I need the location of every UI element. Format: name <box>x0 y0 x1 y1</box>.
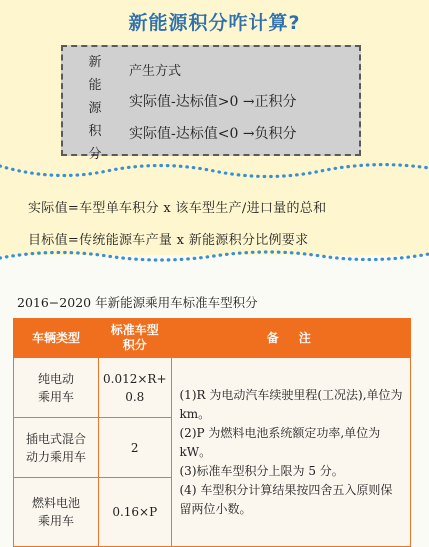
vertical-label <box>86 51 104 166</box>
dotted-wave-divider-bottom <box>0 244 429 266</box>
vertical-char: 新 <box>88 55 102 70</box>
vertical-char: 源 <box>88 101 102 116</box>
generation-method-heading: 产生方式 <box>129 64 182 79</box>
vehicle-type-line: 乘用车 <box>37 514 74 528</box>
vehicle-type-cell <box>14 418 99 478</box>
vehicle-type-line: 乘用车 <box>37 389 74 404</box>
credit-generation-box <box>61 45 361 162</box>
credit-value-cell: 0.16×P <box>99 478 172 547</box>
negative-credit-rule: 实际值-达标值<0 →负积分 <box>129 126 297 142</box>
page-title: 新能源积分咋计算? <box>128 12 301 34</box>
header-vehicle-type: 车辆类型 <box>14 319 99 358</box>
header-standard-credit-text: 标准车型 积分 <box>110 323 159 352</box>
actual-value-formula: 实际值=车型单车积分 x 该车型生产/进口量的总和 <box>28 201 327 216</box>
vehicle-type-line: 纯电动 <box>37 371 74 386</box>
dotted-wave-divider-top <box>0 160 429 182</box>
header-standard-credit <box>99 319 172 358</box>
vertical-char: 积 <box>88 124 102 139</box>
credit-value-cell: 2 <box>99 418 172 478</box>
vehicle-type-line: 燃料电池 <box>31 496 80 510</box>
notes-cell <box>171 358 411 547</box>
top-section <box>0 0 429 255</box>
target-value-formula: 目标值=传统能源车产量 x 新能源积分比例要求 <box>28 233 309 248</box>
note-item: (1)R 为电动汽车续驶里程(工况法),单位为 km。 <box>179 387 403 421</box>
table-row <box>14 358 411 418</box>
credit-value-line: 0.8 <box>125 389 145 404</box>
note-item: (4) 车型积分计算结果按四舍五入原则保留两位小数。 <box>179 482 393 516</box>
header-notes: 备 注 <box>171 319 411 358</box>
table-title: 2016−2020 年新能源乘用车标准车型积分 <box>17 295 258 310</box>
table-header-row <box>14 319 411 358</box>
credit-value-line: 0.012×R+ <box>103 371 167 386</box>
credit-value-cell <box>99 358 172 418</box>
vehicle-type-cell <box>14 358 99 418</box>
vertical-char: 能 <box>88 78 102 93</box>
vehicle-type-cell <box>14 478 99 547</box>
note-item: (2)P 为燃料电池系统额定功率,单位为 kW。 <box>179 425 381 459</box>
positive-credit-rule: 实际值-达标值>0 →正积分 <box>129 94 297 110</box>
standard-credit-table <box>13 318 411 547</box>
vertical-char: 分 <box>88 147 102 162</box>
vehicle-type-line: 插电式混合 <box>25 431 86 446</box>
note-item: (3)标准车型积分上限为 5 分。 <box>179 463 344 478</box>
vehicle-type-line: 动力乘用车 <box>25 449 86 464</box>
